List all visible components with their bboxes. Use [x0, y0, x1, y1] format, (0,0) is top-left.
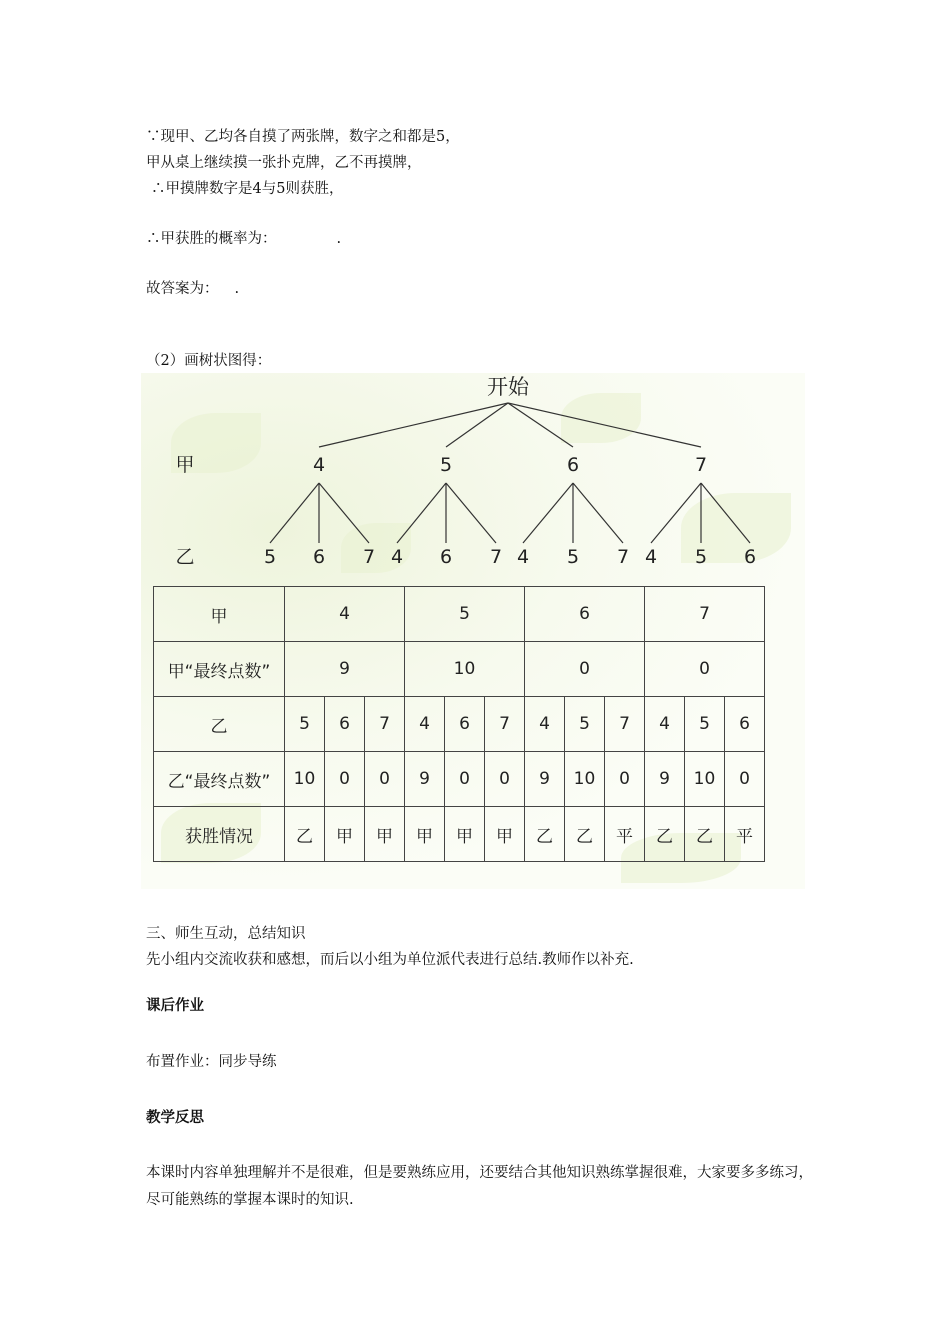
tree-edge-2-1: [397, 483, 446, 543]
table-cell-yi: 4: [645, 697, 685, 752]
tree-diagram-caption: （2）画树状图得：: [146, 353, 272, 369]
probability-line: [146, 230, 341, 248]
tree-node-yi-3-1: 4: [516, 546, 530, 568]
tree-node-jia-5: 5: [439, 454, 453, 476]
tree-edge-1-3: [319, 483, 369, 543]
reflection-body: 本课时内容单独理解并不是很难，但是要熟练应用，还要结合其他知识熟练掌握很难，大家要多多练习，尽可能熟练的掌握本课时的知识.: [146, 1165, 813, 1208]
table-cell-yi-final: 9: [525, 752, 565, 807]
tree-edge-1-1: [270, 483, 319, 543]
table-cell-yi: 5: [285, 697, 325, 752]
table-cell-result: 乙: [645, 807, 685, 862]
homework-title: 课后作业: [146, 997, 204, 1014]
row-header-jia: 甲: [154, 587, 285, 642]
row-header-result: 获胜情况: [154, 807, 285, 862]
table-cell-result: 乙: [525, 807, 565, 862]
text-line-1: ∵现甲、乙均各自摸了两张牌，数字之和都是5，: [146, 129, 460, 145]
table-cell-yi-final: 0: [725, 752, 765, 807]
tree-node-jia-4: 4: [312, 454, 326, 476]
tree-diagram-figure: [141, 373, 805, 889]
row-header-yi-final: 乙“最终点数”: [154, 752, 285, 807]
table-cell-yi-final: 0: [325, 752, 365, 807]
tree-node-yi-4-3: 6: [743, 546, 757, 568]
table-row: [154, 697, 765, 752]
table-cell-jia-final: 9: [285, 642, 405, 697]
table-cell-yi: 7: [485, 697, 525, 752]
table-cell-jia: 4: [285, 587, 405, 642]
table-cell-result: 甲: [445, 807, 485, 862]
tree-node-yi-1-3: 7: [362, 546, 376, 568]
tree-node-yi-4-2: 5: [694, 546, 708, 568]
table-row: [154, 807, 765, 862]
table-cell-yi: 7: [605, 697, 645, 752]
tree-node-yi-4-1: 4: [644, 546, 658, 568]
table-cell-jia: 5: [405, 587, 525, 642]
table-cell-yi-final: 0: [605, 752, 645, 807]
section-3-body: 先小组内交流收获和感想，而后以小组为单位派代表进行总结.教师作以补充.: [146, 952, 634, 968]
reflection-title: 教学反思: [146, 1109, 204, 1126]
table-cell-jia-final: 0: [645, 642, 765, 697]
tree-edge-3-3: [573, 483, 623, 543]
tree-row-label-yi: 乙: [175, 546, 195, 568]
tree-edge-2-3: [446, 483, 496, 543]
tree-node-jia-6: 6: [566, 454, 580, 476]
tree-node-yi-1-1: 5: [263, 546, 277, 568]
table-row: [154, 642, 765, 697]
table-cell-result: 甲: [325, 807, 365, 862]
tree-node-yi-3-2: 5: [566, 546, 580, 568]
table-cell-result: 甲: [485, 807, 525, 862]
table-cell-yi-final: 0: [485, 752, 525, 807]
table-row: [154, 587, 765, 642]
tree-edge-root-1: [319, 403, 508, 447]
table-cell-yi-final: 9: [645, 752, 685, 807]
answer-line: [146, 280, 239, 298]
answer-period: .: [234, 281, 240, 297]
table-cell-yi: 5: [685, 697, 725, 752]
row-header-yi: 乙: [154, 697, 285, 752]
table-cell-yi-final: 10: [685, 752, 725, 807]
tree-node-jia-7: 7: [694, 454, 708, 476]
tree-edge-4-1: [651, 483, 701, 543]
tree-edge-root-4: [508, 403, 701, 447]
tree-node-yi-2-2: 6: [439, 546, 453, 568]
tree-diagram: [141, 373, 805, 588]
table-cell-yi-final: 0: [365, 752, 405, 807]
table-cell-yi-final: 0: [445, 752, 485, 807]
tree-node-yi-3-3: 7: [616, 546, 630, 568]
table-cell-yi: 5: [565, 697, 605, 752]
table-cell-jia: 6: [525, 587, 645, 642]
table-cell-yi: 6: [445, 697, 485, 752]
table-cell-result: 甲: [365, 807, 405, 862]
table-cell-yi-final: 10: [565, 752, 605, 807]
outcome-table: [153, 586, 765, 862]
tree-edge-root-3: [508, 403, 573, 447]
table-cell-yi: 4: [405, 697, 445, 752]
table-cell-yi: 6: [325, 697, 365, 752]
tree-row-label-jia: 甲: [175, 454, 195, 476]
table-cell-result: 平: [605, 807, 645, 862]
tree-edge-3-1: [523, 483, 573, 543]
table-cell-result: 平: [725, 807, 765, 862]
tree-node-yi-1-2: 6: [312, 546, 326, 568]
homework-body: 布置作业：同步导练: [146, 1054, 277, 1070]
table-cell-result: 乙: [285, 807, 325, 862]
table-cell-jia-final: 0: [525, 642, 645, 697]
section-3-title: 三、师生互动，总结知识: [146, 926, 306, 942]
table-cell-yi: 6: [725, 697, 765, 752]
table-cell-jia-final: 10: [405, 642, 525, 697]
text-line-2: 甲从桌上继续摸一张扑克牌，乙不再摸牌，: [146, 155, 422, 171]
row-header-jia-final: 甲“最终点数”: [154, 642, 285, 697]
probability-period: .: [336, 231, 342, 247]
table-cell-result: 乙: [565, 807, 605, 862]
table-cell-result: 甲: [405, 807, 445, 862]
tree-edge-4-3: [701, 483, 750, 543]
answer-label: 故答案为：: [146, 281, 219, 297]
table-cell-yi-final: 9: [405, 752, 445, 807]
table-cell-result: 乙: [685, 807, 725, 862]
table-cell-yi-final: 10: [285, 752, 325, 807]
tree-edge-root-2: [446, 403, 508, 447]
tree-node-yi-2-3: 7: [489, 546, 503, 568]
table-cell-yi: 7: [365, 697, 405, 752]
text-line-3: ∴甲摸牌数字是4与5则获胜，: [151, 181, 344, 197]
table-cell-yi: 4: [525, 697, 565, 752]
table-cell-jia: 7: [645, 587, 765, 642]
probability-label: ∴甲获胜的概率为：: [146, 231, 277, 247]
tree-node-yi-2-1: 4: [390, 546, 404, 568]
table-row: [154, 752, 765, 807]
tree-root: 开始: [487, 375, 529, 399]
